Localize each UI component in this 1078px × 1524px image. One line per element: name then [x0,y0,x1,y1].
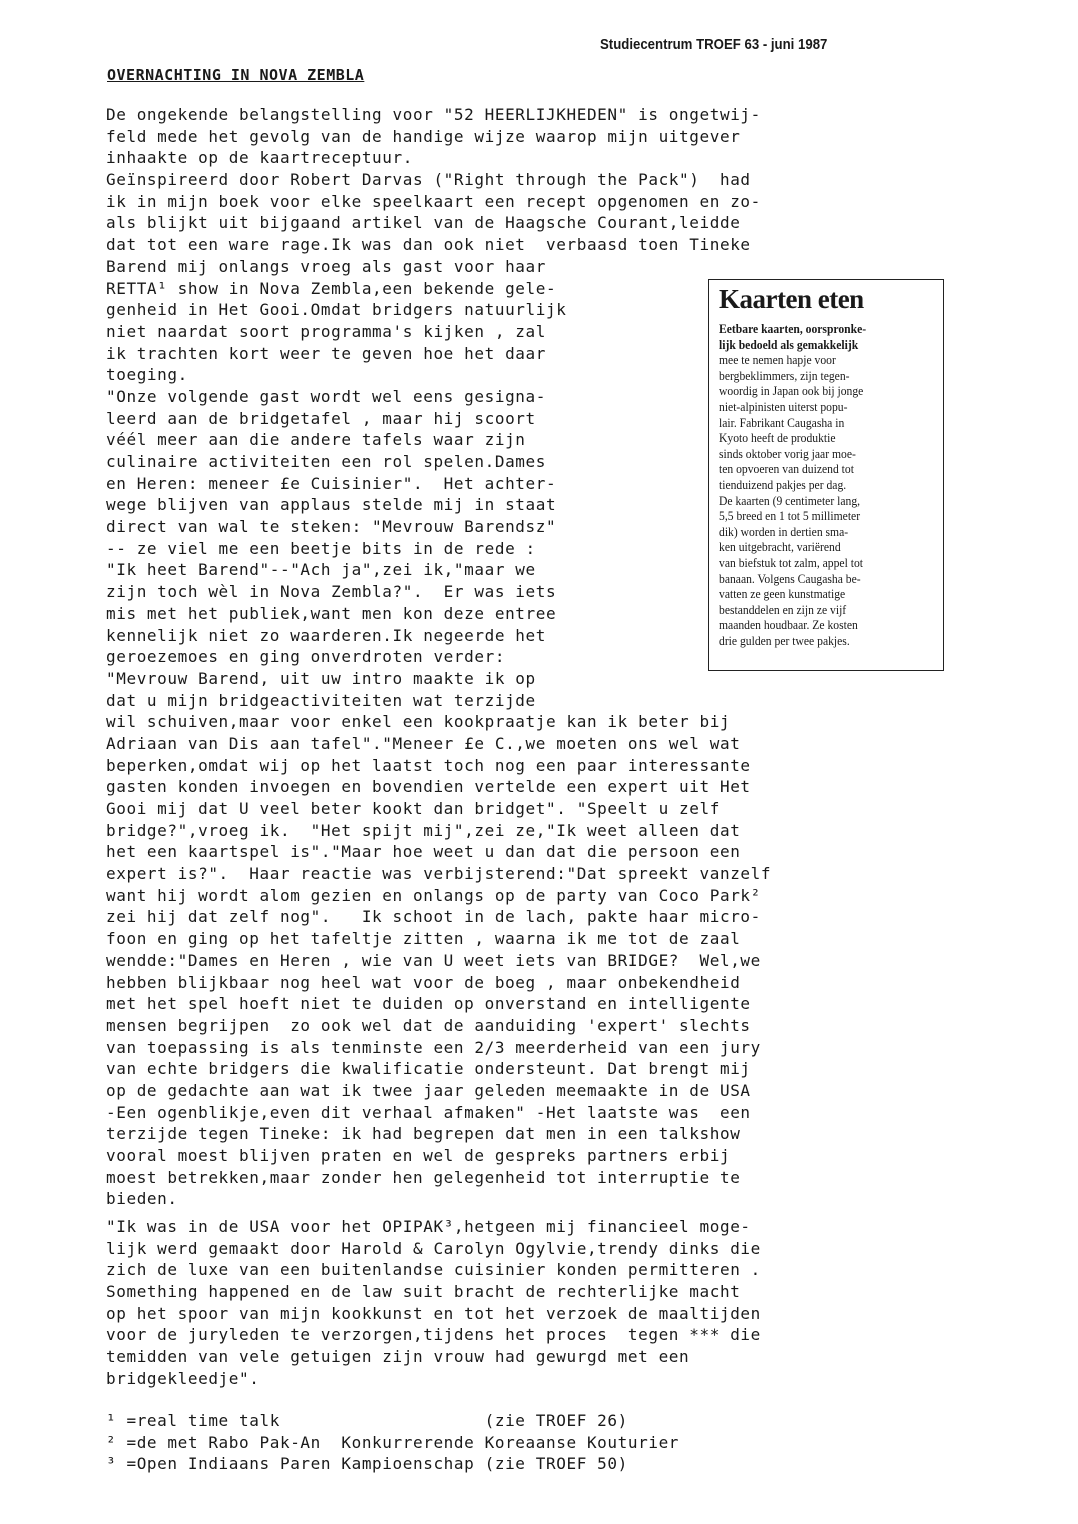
clipping-line: van biefstuk tot zalm, appel tot [719,555,863,570]
page-header: Studiecentrum TROEF 63 - juni 1987 [600,36,828,53]
body-line: wendde:"Dames en Heren , wie van U weet iets van BRIDGE? Wel,we [106,950,761,970]
footnote: ² =de met Rabo Pak-An Konkurrerende Koreaanse Kouturier [106,1432,680,1452]
newspaper-clipping [708,279,944,671]
body-line: "Mevrouw Barend, uit uw intro maakte ik op [106,668,536,688]
clipping-line: banaan. Volgens Caugasha be- [719,571,861,586]
clipping-line: niet-alpinisten uiterst popu- [719,399,848,414]
body-line: direct van wal te steken: "Mevrouw Barendsz" [106,517,557,537]
body-line: en Heren: meneer £e Cuisinier". Het achter- [106,473,557,493]
body-line: culinaire activiteiten een rol spelen.Dames [106,452,547,471]
body-line: want hij wordt alom gezien en onlangs op de party van Coco Park² [106,885,761,905]
body-line: "Onze volgende gast wordt wel eens gesigna- [106,386,547,406]
body-line: feld mede het gevolg van de handige wijze waarop mijn uitgever [106,126,741,146]
body-line: foon en ging op het tafeltje zitten , waarna ik me tot de zaal [106,929,741,949]
body-line: op de gedachte aan wat ik twee jaar geleden meemaakte in de USA [106,1080,751,1100]
body-line: bieden. [106,1189,178,1209]
body-line: beperken,omdat wij op het laatst toch nog een paar interessante [106,755,751,775]
clipping-line: lair. Fabrikant Caugasha in [719,415,845,430]
body-line: Gooi mij dat U veel beter kookt dan bridget". "Speelt u zelf [106,799,720,818]
body-line: mis met het publiek,want men kon deze entree [106,603,557,623]
body-line: mensen begrijpen zo ook wel dat de aanduiding 'expert' slechts [106,1015,751,1035]
article-title: OVERNACHTING IN NOVA ZEMBLA [107,66,365,84]
clipping-line: dik) worden in dertien sma- [719,524,849,539]
body-line: -- ze viel me een beetje bits in de rede : [106,538,536,558]
body-line: dat tot een ware rage.Ik was dan ook niet verbaasd toen Tineke [106,235,751,255]
body-line: gasten konden invoegen en bovendien vertelde een expert uit Het [106,777,751,797]
body-line: Geïnspireerd door Robert Darvas ("Right through the Pack") had [106,170,751,190]
clipping-line: Eetbare kaarten, oorspronke- [719,322,867,336]
body-line: zei hij dat zelf nog". Ik schoot in de lach, pakte haar micro- [106,907,761,927]
body-line: met het spel hoeft niet te duiden op onverstand en intelligente [106,994,751,1014]
clipping-line: ken uitgebracht, variërend [719,540,841,555]
body-line: Something happened en de law suit bracht de rechterlijke macht [106,1282,741,1302]
body-line: ik in mijn boek voor elke speelkaart een recept opgenomen en zo- [106,191,761,211]
body-line: leerd aan de bridgetafel , maar hij scoort [106,408,536,428]
body-line: niet naardat soort programma's kijken , zal [106,321,547,341]
article-body-continued [106,1216,761,1390]
body-line: hebben blijkbaar nog heel wat voor de boeg , maar onbekendheid [106,972,741,992]
body-line: RETTA¹ show in Nova Zembla,een bekende gele- [106,278,557,298]
body-line: expert is?". Haar reactie was verbijsterend:"Dat spreekt vanzelf [106,864,772,884]
body-line: -Een ogenblikje,even dit verhaal afmaken" -Het laatste was een [106,1102,751,1122]
clipping-line: ten opvoeren van duizend tot [719,462,854,477]
article-body [106,104,771,1210]
body-line: op het spoor van mijn kookkunst en tot het verzoek de maaltijden [106,1303,761,1323]
body-line: van toepassing is als tenminste een 2/3 meerderheid van een jury [106,1037,761,1057]
body-line: wil schuiven,maar voor enkel een kookpraatje kan ik beter bij [106,712,731,732]
footnotes [106,1410,679,1475]
body-line: het een kaartspel is"."Maar hoe weet u dan dat die persoon een [106,842,741,862]
body-line: vooral moest blijven praten en wel de gespreks partners erbij [106,1146,731,1165]
clipping-line: sinds oktober vorig jaar moe- [719,446,856,461]
clipping-line: mee te nemen hapje voor [719,353,836,368]
clipping-line: De kaarten (9 centimeter lang, [719,493,861,508]
body-line: lijk werd gemaakt door Harold & Carolyn Ogylvie,trendy dinks die [106,1238,761,1258]
footnote: ¹ =real time talk (zie TROEF 26) [106,1411,628,1430]
body-line: "Ik was in de USA voor het OPIPAK³,hetgeen mij financieel moge- [106,1217,751,1236]
clipping-line: 5,5 breed en 1 tot 5 millimeter [719,509,861,524]
body-line: als blijkt uit bijgaand artikel van de Haagsche Courant,leidde [106,213,741,233]
body-line: toeging. [106,365,188,385]
clipping-line: bergbeklimmers, zijn tegen- [719,368,850,383]
body-line: De ongekende belangstelling voor "52 HEERLIJKHEDEN" is ongetwij- [106,105,761,124]
body-line: moest betrekken,maar zonder hen gelegenheid tot interruptie te [106,1167,741,1187]
body-line: zich de luxe van een buitenlandse cuisinier konden permitteren . [106,1260,761,1280]
clipping-title: Kaarten eten [719,284,864,314]
body-line: terzijde tegen Tineke: ik had begrepen dat men in een talkshow [106,1124,741,1144]
body-line: van echte bridgers die kwalificatie ondersteunt. Dat brengt mij [106,1059,751,1079]
body-line: "Ik heet Barend"--"Ach ja",zei ik,"maar we [106,560,536,580]
body-line: kennelijk niet zo waarderen.Ik negeerde het [106,625,547,645]
body-line: zijn toch wèl in Nova Zembla?". Er was iets [106,582,557,602]
body-line: ik trachten kort weer te geven hoe het daar [106,343,547,363]
clipping-line: drie gulden per twee pakjes. [719,633,850,648]
clipping-line: vatten ze geen kunstmatige [719,587,846,602]
footnote: ³ =Open Indiaans Paren Kampioenschap (zie TROEF 50) [106,1454,628,1473]
clipping-line: lijk bedoeld als gemakkelijk [719,337,859,352]
body-line: genheid in Het Gooi.Omdat bridgers natuurlijk [106,300,567,320]
clipping-text [719,322,937,649]
body-line: wege blijven van applaus stelde mij in staat [106,495,557,515]
body-line: inhaakte op de kaartreceptuur. [106,148,413,168]
clipping-line: maanden houdbaar. Ze kosten [719,618,858,633]
clipping-line: tienduizend pakjes per dag. [719,477,847,492]
body-line: véél meer aan die andere tafels waar zijn [106,430,526,450]
body-line: Adriaan van Dis aan tafel"."Meneer £e C.,we moeten ons wel wat [106,733,741,753]
clipping-line: Kyoto heeft de produktie [719,431,836,446]
body-line: bridgekleedje". [106,1368,260,1388]
clipping-line: woordig in Japan ook bij jonge [719,384,864,399]
body-line: bridge?",vroeg ik. "Het spijt mij",zei ze,"Ik weet alleen dat [106,820,741,840]
body-line: temidden van vele getuigen zijn vrouw had gewurgd met een [106,1347,690,1367]
body-line: Barend mij onlangs vroeg als gast voor haar [106,256,547,276]
body-line: voor de juryleden te verzorgen,tijdens het proces tegen *** die [106,1325,761,1345]
clipping-line: bestanddelen en zijn ze vijf [719,602,847,617]
body-line: dat u mijn bridgeactiviteiten wat terzijde [106,690,536,710]
body-line: geroezemoes en ging onverdroten verder: [106,647,506,667]
